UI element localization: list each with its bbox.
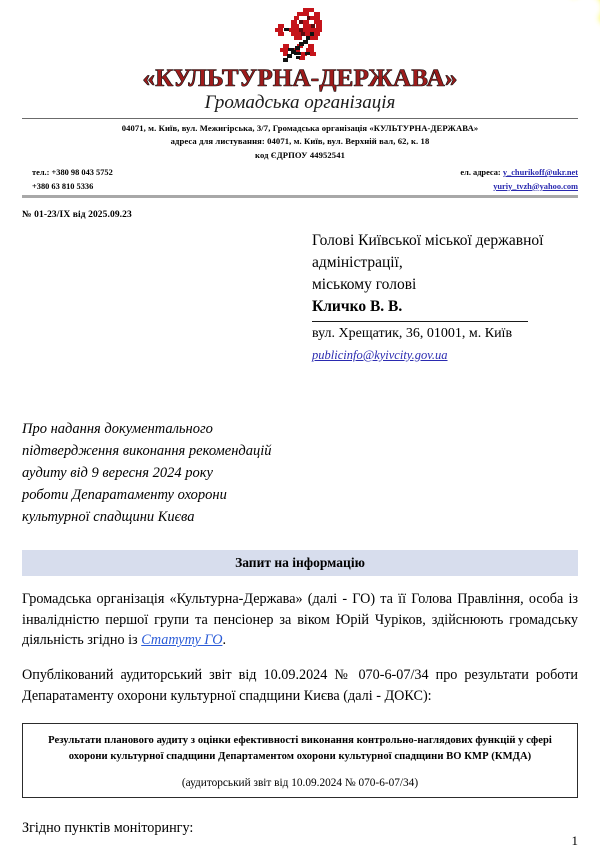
addressee-postal-address: вул. Хрещатик, 36, 01001, м. Київ [312, 325, 513, 341]
addressee-email-link[interactable]: publicinfo@kyivcity.gov.ua [312, 347, 448, 362]
subject-line-3: аудиту від 9 вересня 2024 року [22, 464, 213, 481]
info-request-banner: Запит на інформацію [22, 550, 578, 576]
phone-primary: тел.: +380 98 043 5752 [32, 168, 113, 178]
addressee-line-3: міському голові [312, 275, 417, 293]
subject-line-2: підтвердження виконання рекомендацій [22, 442, 272, 459]
letterhead-address-block [22, 122, 578, 162]
subject-line-4: роботи Депаратаменту охорони [22, 486, 227, 503]
letterhead-contacts [22, 166, 578, 193]
email-block [460, 166, 578, 193]
phone-secondary: +380 63 810 5336 [32, 181, 94, 191]
monitoring-points-intro: Згідно пунктів моніторингу: [22, 819, 194, 836]
audit-report-title-box [22, 723, 578, 798]
phone-block [22, 166, 113, 193]
organization-name: «КУЛЬТУРНА-ДЕРЖАВА» [142, 65, 458, 92]
letterhead [22, 0, 578, 198]
subject-line-5: культурної спадщини Києва [22, 508, 195, 525]
address-line-1: 04071, м. Київ, вул. Межигірська, 3/7, Громадська організація «КУЛЬТУРНА-ДЕРЖАВА» [121, 123, 479, 134]
email-row-primary [460, 166, 578, 179]
subject-block [22, 418, 352, 528]
page-number: 1 [571, 833, 578, 848]
email-row-secondary [460, 180, 578, 193]
email-label: ел. адреса: [460, 168, 501, 178]
document-reference: № 01-23/IX від 2025.09.23 [22, 209, 132, 220]
subject-line-1: Про надання документального [22, 420, 213, 437]
audit-report-title: Результати планового аудиту з оцінки ефективності виконання контрольно-наглядових функцій у сфері охорони культурної спадщини Департаментом охорони культурної спадщини ВО КМР (КМДА) [48, 734, 552, 763]
address-line-2: адреса для листування: 04071, м. Київ, вул. Верхній вал, 62, к. 18 [170, 136, 430, 147]
statute-link[interactable]: Статуту ГО [141, 632, 223, 649]
paragraph-1-text-before-link: Громадська організація «Культурна-Держава» (далі - ГО) та її Голова Правління, особа із інвалідністю першої групи та пенсіонер за віком Юрій Чуріков, здійснюють громадську діяльність згідно із [22, 590, 578, 649]
letterhead-divider-bottom [22, 195, 578, 198]
addressee-name: Кличко В. В. [312, 297, 403, 315]
addressee-line-2: адміністрації, [312, 253, 403, 271]
logo-wrap [22, 6, 578, 68]
paragraph-audit-report-intro: Опублікований аудиторський звіт від 10.09.2024 № 070-6-07/34 про результати роботи Депаратаменту охорони культурної спадщини Києва (далі - ДОКС): [22, 667, 578, 705]
organization-subtitle: Громадська організація [204, 92, 396, 114]
paragraph-1-text-after-link: . [222, 632, 226, 649]
paragraph-organization-intro [22, 589, 578, 651]
audit-report-subtitle: (аудиторський звіт від 10.09.2024 № 070-6-07/34) [181, 776, 419, 789]
email-link-primary[interactable]: y_churikoff@ukr.net [502, 168, 578, 178]
addressee-divider [312, 321, 528, 322]
addressee-block [312, 230, 578, 366]
socialist-rose-icon [263, 6, 337, 68]
address-line-3: код ЄДРПОУ 44952541 [255, 149, 345, 160]
addressee-line-1: Голові Київської міської державної [312, 231, 544, 249]
letterhead-divider-top [22, 118, 578, 119]
email-link-secondary[interactable]: yuriy_tvzh@yahoo.com [493, 181, 578, 191]
